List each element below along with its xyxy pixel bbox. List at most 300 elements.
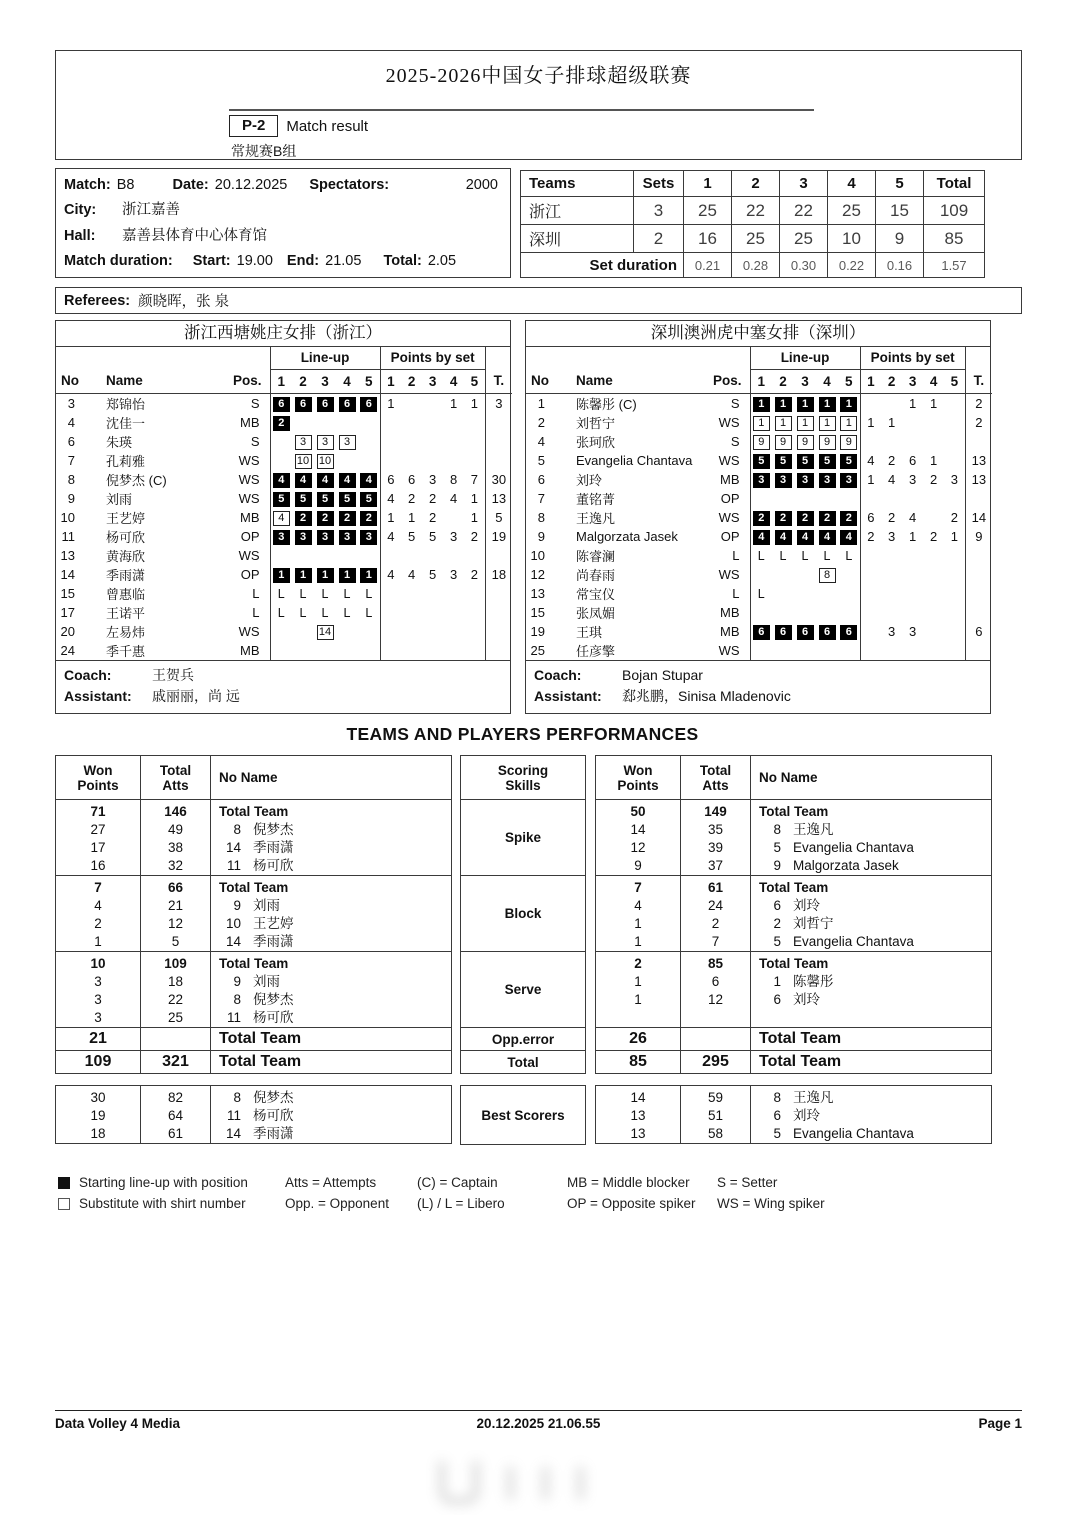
player-position: WS: [238, 471, 260, 487]
starting-position-badge: 4: [273, 473, 290, 488]
player-number: 7: [537, 490, 545, 506]
player-stat-row: [219, 973, 451, 991]
player-number: 17: [60, 604, 75, 620]
starting-position-badge: 6: [840, 625, 857, 640]
points-by-set-cell: [860, 603, 881, 622]
lineup-cell: [816, 432, 838, 451]
lineup-cell: [314, 393, 336, 413]
player-total-cell: 5: [485, 508, 512, 527]
best-atts-value: 64: [167, 1108, 184, 1123]
starting-position-badge: 2: [840, 511, 857, 526]
lineup-cell: [270, 432, 292, 451]
player-stat-row: [219, 915, 451, 933]
libero-mark: L: [801, 548, 809, 563]
player-number: 13: [530, 585, 545, 601]
lineup-cell: [314, 584, 336, 603]
points-by-set-cell: [860, 393, 881, 413]
sets-won-cell: 2: [634, 225, 684, 253]
team-total-label: Total Team: [759, 880, 829, 895]
player-position: OP: [720, 528, 740, 544]
coach-name: 王贺兵: [152, 666, 194, 683]
best-player-row: [219, 1107, 451, 1125]
lineup-set-header: 5: [358, 369, 380, 393]
lineup-cell: [292, 470, 314, 489]
player-total-cell: 14: [965, 508, 992, 527]
points-by-set-cell: [944, 622, 965, 641]
points-by-set-cell: 3: [428, 471, 437, 487]
player-name: 左易炜: [106, 624, 146, 640]
total-points-cell: 109: [924, 197, 985, 225]
points-by-set-cell: [443, 432, 464, 451]
roster-table: [526, 347, 992, 660]
legend-abbrev: OP = Opposite spiker: [567, 1196, 696, 1211]
player-stat-name: Evangelia Chantava: [793, 840, 914, 855]
lineup-cell: [270, 508, 292, 527]
coach-label: Coach:: [534, 666, 582, 683]
player-total-cell: 2: [965, 393, 992, 413]
player-stat-number: 10: [225, 916, 241, 931]
set-score-cell: 9: [876, 225, 924, 253]
starting-position-badge: 2: [797, 511, 814, 526]
player-stat-row: [219, 991, 451, 1009]
points-by-set-cell: [422, 546, 443, 565]
hall-label: Hall:: [64, 227, 96, 244]
filled-square-icon: [58, 1177, 70, 1189]
best-won-value: 19: [90, 1108, 106, 1123]
lineup-cell: [314, 565, 336, 584]
lineup-cell: [772, 565, 794, 584]
starting-position-badge: 3: [360, 530, 377, 545]
referees-box: [55, 287, 1022, 314]
lineup-cell: [794, 584, 816, 603]
points-by-set-cell: 4: [407, 566, 416, 582]
player-won-value: 2: [94, 916, 102, 931]
points-by-set-cell: 3: [950, 471, 958, 487]
player-row: [56, 622, 512, 641]
lineup-cell: [794, 451, 816, 470]
player-row: [526, 393, 992, 413]
player-stat-name: 王逸凡: [793, 822, 834, 837]
lineup-cell: [816, 508, 838, 527]
points-by-set-cell: [944, 451, 965, 470]
player-atts-value: 49: [167, 822, 184, 837]
lineup-cell: [336, 470, 358, 489]
team-title: 深圳澳洲虎中塞女排（深圳）: [526, 321, 990, 347]
lineup-cell: [750, 527, 772, 546]
starting-position-badge: 2: [273, 416, 290, 431]
match-info-row-3: [64, 224, 502, 248]
player-row: [56, 451, 512, 470]
player-name: 郑锦怡: [106, 396, 146, 412]
player-stat-name: 季雨潇: [253, 840, 294, 855]
team-total-label: Total Team: [759, 804, 829, 819]
lineup-cell: [292, 565, 314, 584]
points-by-set-cell: [923, 622, 944, 641]
player-row: [56, 393, 512, 413]
player-number: 19: [530, 623, 545, 639]
starting-position-badge: 6: [797, 625, 814, 640]
watermark-shape: [541, 1466, 550, 1500]
player-atts-value: 7: [711, 934, 720, 949]
player-atts-value: 35: [707, 822, 724, 837]
lineup-cell: [772, 489, 794, 508]
pos-column-header: Pos.: [706, 369, 750, 393]
team-name-cell: 深圳: [521, 225, 634, 253]
lineup-cell: [750, 584, 772, 603]
match-info-box: [55, 168, 511, 278]
libero-mark: L: [321, 586, 329, 601]
lineup-cell: [838, 489, 860, 508]
points-by-set-cell: [902, 413, 923, 432]
starting-position-badge: 3: [840, 473, 857, 488]
grand-total-atts: 321: [141, 1051, 211, 1074]
starting-position-badge: 3: [819, 473, 836, 488]
total-column-header: T.: [965, 369, 992, 393]
player-stat-number: 14: [225, 934, 241, 949]
points-by-set-cell: 1: [470, 395, 478, 411]
lineup-cell: [772, 584, 794, 603]
spectators-label: Spectators:: [309, 177, 390, 193]
lineup-cell: [794, 546, 816, 565]
lineup-cell: [358, 489, 380, 508]
substitute-badge: 1: [797, 416, 814, 431]
lineup-cell: [314, 508, 336, 527]
substitute-badge: 3: [317, 435, 334, 450]
points-by-set-cell: 1: [908, 528, 917, 544]
legend: [58, 1172, 825, 1214]
player-total-cell: [965, 641, 992, 660]
score-header-cell: 2: [732, 171, 780, 197]
lineup-cell: [838, 641, 860, 660]
best-player-number: 5: [773, 1126, 781, 1141]
points-by-set-cell: [860, 641, 881, 660]
substitute-badge: 8: [819, 568, 836, 583]
lineup-cell: [816, 527, 838, 546]
starting-position-badge: 4: [753, 530, 770, 545]
player-name: 刘玲: [576, 472, 603, 488]
watermark: [438, 1460, 668, 1506]
points-by-set-cell: [944, 641, 965, 660]
starting-position-badge: 3: [273, 530, 290, 545]
match-label: Match:: [64, 177, 111, 193]
points-by-set-cell: [422, 622, 443, 641]
substitute-badge: 1: [775, 416, 792, 431]
lineup-cell: [336, 451, 358, 470]
player-total-cell: [485, 622, 512, 641]
points-by-set-cell: 1: [407, 509, 416, 525]
sets-won-cell: 3: [634, 197, 684, 225]
starting-position-badge: 6: [317, 397, 334, 412]
player-stat-row: [759, 857, 991, 875]
lineup-cell: [838, 527, 860, 546]
lineup-cell: [336, 641, 358, 660]
legend-row: [58, 1172, 825, 1193]
player-won-value: 1: [634, 934, 642, 949]
set-score-cell: 16: [684, 225, 732, 253]
starting-position-badge: 1: [775, 397, 792, 412]
player-position: WS: [238, 452, 260, 468]
spectators-value: 2000: [465, 177, 498, 193]
lineup-set-header: 5: [838, 369, 860, 393]
player-number: 12: [530, 566, 545, 582]
starting-position-badge: 3: [775, 473, 792, 488]
lineup-cell: [270, 622, 292, 641]
starting-position-badge: 5: [339, 492, 356, 507]
lineup-cell: [358, 546, 380, 565]
player-number: 24: [60, 642, 75, 658]
player-stat-number: 1: [773, 974, 781, 989]
skill-section-row: [56, 800, 452, 876]
player-total-cell: 18: [485, 565, 512, 584]
set-score-cell: 25: [732, 225, 780, 253]
player-row: [526, 451, 992, 470]
team-total-won: 2: [634, 956, 642, 971]
substitute-badge: 1: [840, 416, 857, 431]
lineup-cell: [336, 527, 358, 546]
lineup-cell: [816, 584, 838, 603]
points-by-set-cell: 4: [887, 471, 896, 487]
points-by-set-cell: [902, 603, 923, 622]
performances-title: TEAMS AND PLAYERS PERFORMANCES: [346, 724, 699, 744]
starting-position-badge: 1: [819, 397, 836, 412]
score-header-cell: Total: [924, 171, 985, 197]
points-by-set-cell: [860, 489, 881, 508]
points-by-set-cell: [443, 603, 464, 622]
best-scorers-label: Best Scorers: [481, 1107, 565, 1123]
player-won-value: 17: [90, 840, 106, 855]
lineup-cell: [292, 489, 314, 508]
lineup-cell: [292, 641, 314, 660]
starting-position-badge: 2: [819, 511, 836, 526]
player-stat-number: 11: [226, 858, 241, 873]
points-by-set-cell: [902, 584, 923, 603]
player-number: 8: [67, 471, 75, 487]
libero-mark: L: [757, 586, 765, 601]
points-by-set-cell: [380, 641, 401, 660]
player-name: 刘哲宁: [576, 415, 616, 431]
lineup-cell: [336, 584, 358, 603]
lineup-cell: [270, 451, 292, 470]
no-column-header: No: [526, 369, 556, 393]
substitute-badge: 10: [295, 454, 312, 469]
player-total-cell: [485, 432, 512, 451]
lineup-cell: [838, 565, 860, 584]
footer: [55, 1416, 1022, 1431]
points-by-set-cell: 2: [470, 528, 478, 544]
points-by-set-cell: [902, 546, 923, 565]
player-won-value: 1: [634, 992, 642, 1007]
player-stat-name: 季雨潇: [253, 934, 294, 949]
set-duration-cell: 0.30: [780, 253, 828, 278]
match-info-row-4: [64, 249, 502, 273]
points-by-set-cell: [944, 546, 965, 565]
player-total-cell: 3: [485, 393, 512, 413]
player-name: 朱瑛: [106, 434, 133, 450]
points-by-set-cell: [401, 393, 422, 413]
skill-section-row: [596, 952, 992, 1028]
points-by-set-cell: [443, 451, 464, 470]
best-player-name: 季雨潇: [253, 1126, 294, 1141]
lineup-set-header: 3: [794, 369, 816, 393]
starting-position-badge: 4: [797, 530, 814, 545]
total-column-header: T.: [485, 369, 512, 393]
points-by-set-cell: [944, 603, 965, 622]
points-by-set-cell: 3: [887, 528, 896, 544]
footer-page-number: Page 1: [978, 1416, 1022, 1431]
lineup-cell: [336, 546, 358, 565]
player-position: L: [252, 585, 260, 601]
lineup-cell: [816, 413, 838, 432]
lineup-cell: [314, 527, 336, 546]
lineup-cell: [314, 470, 336, 489]
player-name: 季千惠: [106, 643, 146, 659]
lineup-cell: [358, 413, 380, 432]
player-number: 8: [537, 509, 545, 525]
lineup-cell: [314, 451, 336, 470]
starting-position-badge: 1: [317, 568, 334, 583]
lineup-cell: [750, 565, 772, 584]
lineup-cell: [336, 622, 358, 641]
points-by-set-cell: [401, 603, 422, 622]
lineup-set-header: 1: [270, 369, 292, 393]
player-atts-value: 12: [707, 992, 724, 1007]
points-by-set-cell: [380, 603, 401, 622]
player-position: S: [250, 395, 260, 411]
team-total-atts: 85: [707, 956, 724, 971]
starting-position-badge: 2: [317, 511, 334, 526]
best-atts-value: 82: [167, 1090, 184, 1105]
points-by-set-cell: [923, 546, 944, 565]
starting-position-badge: 4: [840, 530, 857, 545]
lineup-cell: [292, 393, 314, 413]
lineup-cell: [358, 527, 380, 546]
points-by-set-cell: [923, 641, 944, 660]
opp-error-value: 26: [596, 1028, 681, 1051]
legend-row: [58, 1193, 825, 1214]
starting-position-badge: 6: [339, 397, 356, 412]
score-header-cell: Teams: [521, 171, 634, 197]
points-set-header: 5: [944, 369, 965, 393]
lineup-cell: [838, 432, 860, 451]
points-by-set-cell: 3: [449, 528, 458, 544]
player-number: 14: [60, 566, 75, 582]
player-row: [56, 470, 512, 489]
lineup-cell: [358, 565, 380, 584]
player-position: OP: [240, 528, 260, 544]
points-by-set-cell: [422, 641, 443, 660]
points-by-set-cell: [944, 432, 965, 451]
player-position: MB: [720, 623, 740, 639]
points-by-set-cell: 3: [449, 566, 458, 582]
player-stat-number: 2: [773, 916, 781, 931]
legend-symbol-text: Starting line-up with position: [79, 1175, 248, 1190]
team-total-won: 7: [634, 880, 642, 895]
assistant-names: 郄兆鹏，Sinisa Mladenovic: [622, 687, 791, 704]
points-by-set-cell: 1: [929, 395, 938, 411]
player-number: 2: [537, 414, 545, 430]
starting-position-badge: 5: [295, 492, 312, 507]
lineup-cell: [750, 603, 772, 622]
points-set-header: 1: [380, 369, 401, 393]
team-total-atts: 146: [164, 804, 187, 819]
player-atts-value: 2: [711, 916, 720, 931]
player-atts-value: 12: [167, 916, 184, 931]
lineup-cell: [794, 622, 816, 641]
set-score-cell: 22: [732, 197, 780, 225]
points-by-set-cell: [464, 546, 485, 565]
legend-abbrev: Opp. = Opponent: [285, 1196, 389, 1211]
player-name: 王艺婷: [106, 510, 146, 526]
player-row: [526, 413, 992, 432]
lineup-cell: [750, 641, 772, 660]
points-by-set-cell: 1: [908, 395, 917, 411]
player-stat-name: 杨可欣: [253, 858, 294, 873]
points-group-header: Points by set: [380, 347, 485, 369]
points-by-set-cell: 1: [470, 490, 478, 506]
grand-total-label: Total Team: [211, 1051, 452, 1074]
substitute-badge: 9: [753, 435, 770, 450]
best-player-row: [759, 1125, 991, 1143]
points-by-set-cell: 1: [380, 508, 401, 527]
lineup-cell: [358, 508, 380, 527]
scoring-skills-header: Scoring Skills: [461, 756, 586, 800]
set-duration-cell: 1.57: [924, 253, 985, 278]
player-total-cell: [485, 546, 512, 565]
lineup-cell: [794, 413, 816, 432]
points-by-set-cell: [923, 565, 944, 584]
player-position: MB: [240, 414, 260, 430]
player-total-cell: 30: [485, 470, 512, 489]
points-by-set-cell: [881, 546, 902, 565]
points-by-set-cell: [443, 584, 464, 603]
lineup-set-header: 2: [772, 369, 794, 393]
libero-mark: L: [365, 605, 373, 620]
points-by-set-cell: [401, 432, 422, 451]
starting-position-badge: 1: [295, 568, 312, 583]
player-stat-name: Malgorzata Jasek: [793, 858, 899, 873]
player-atts-value: 5: [171, 934, 180, 949]
lineup-cell: [336, 432, 358, 451]
points-by-set-cell: 2: [950, 509, 958, 525]
won-points-header: Won Points: [596, 756, 681, 800]
lineup-cell: [816, 546, 838, 565]
points-by-set-cell: [923, 432, 944, 451]
points-by-set-cell: [464, 451, 485, 470]
points-set-header: 4: [923, 369, 944, 393]
player-stat-row: [759, 897, 991, 915]
starting-position-badge: 3: [339, 530, 356, 545]
lineup-cell: [358, 622, 380, 641]
player-position: S: [730, 395, 740, 411]
player-row: [526, 432, 992, 451]
libero-mark: L: [757, 548, 765, 563]
set-score-cell: 22: [780, 197, 828, 225]
player-won-value: 1: [634, 916, 642, 931]
best-player-name: Evangelia Chantava: [793, 1126, 914, 1141]
date-value: 20.12.2025: [214, 177, 288, 193]
player-stat-row: [219, 857, 451, 875]
city-label: City:: [64, 202, 97, 219]
player-stat-row: [759, 839, 991, 857]
points-by-set-cell: 8: [449, 471, 458, 487]
lineup-cell: [772, 451, 794, 470]
points-by-set-cell: [422, 603, 443, 622]
score-header-cell: 4: [828, 171, 876, 197]
libero-mark: L: [823, 548, 831, 563]
legend-abbrev: WS = Wing spiker: [717, 1196, 825, 1211]
best-won-value: 13: [630, 1108, 646, 1123]
player-won-value: 1: [634, 974, 642, 989]
